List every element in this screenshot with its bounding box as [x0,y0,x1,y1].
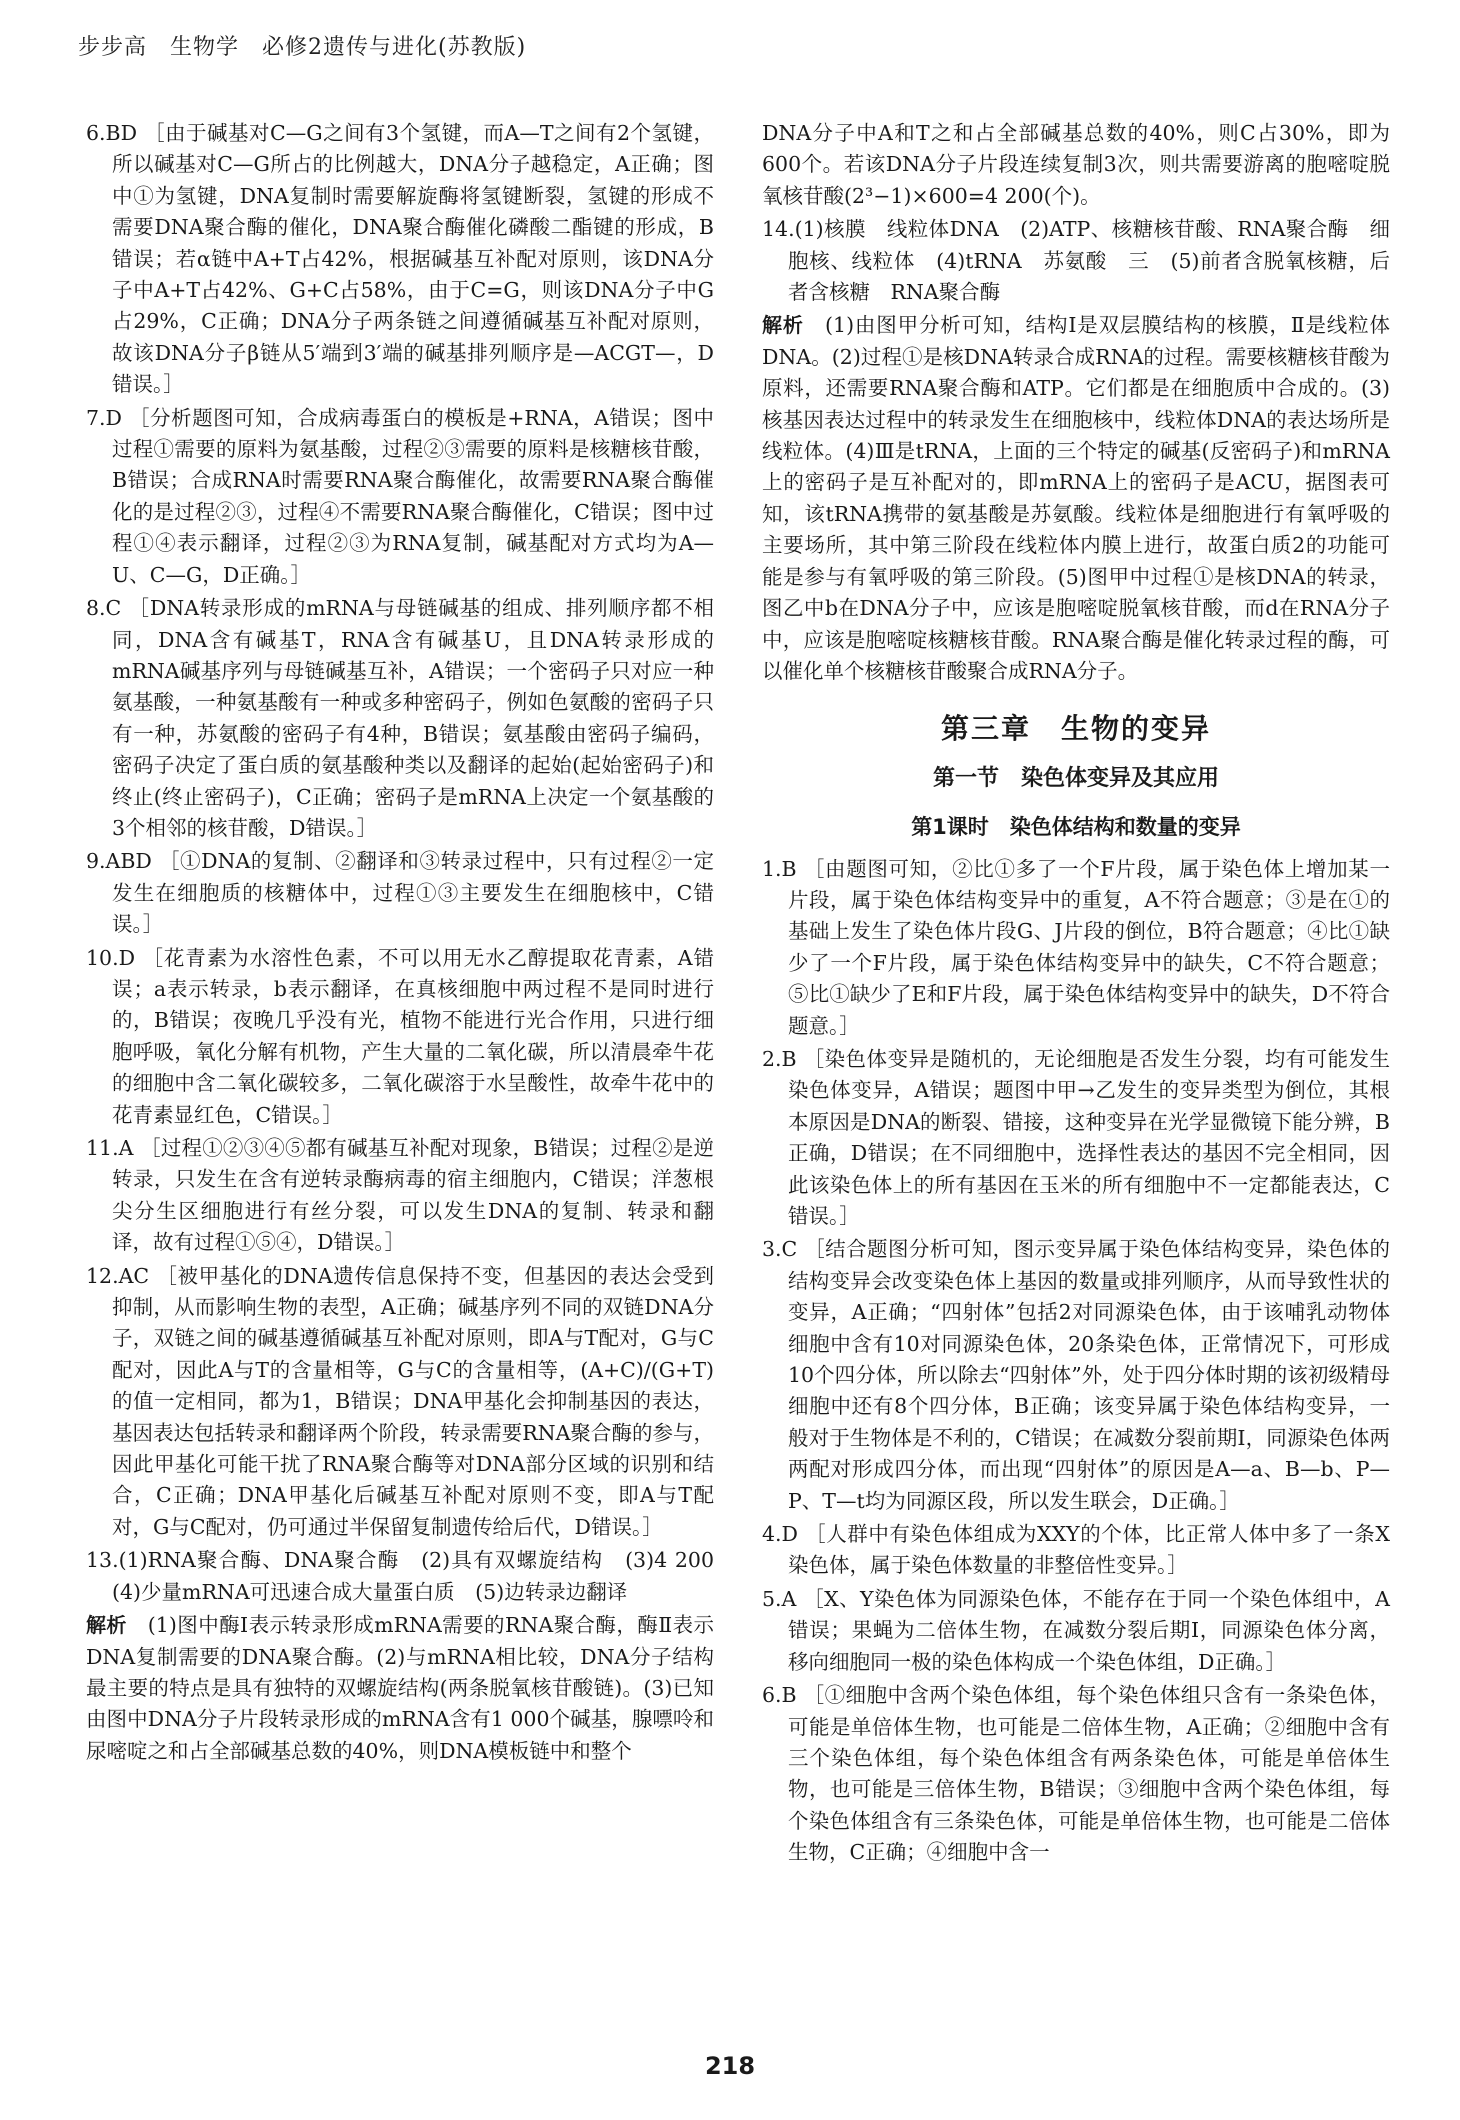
answer-text: ［染色体变异是随机的，无论细胞是否发生分裂，均有可能发生染色体变异，A错误；题图中甲→乙发生的变异类型为倒位，其根本原因是DNA的断裂、错接，这种变异在光学显微镜下能分辨，B正确，D错误；在不同细胞中，选择性表达的基因不完全相同，因此该染色体上的所有基因在玉米的所有细胞中不一定都能表达，C错误。］ [788,1046,1390,1228]
answer-text: ［被甲基化的DNA遗传信息保持不变，但基因的表达会受到抑制，从而影响生物的表型，A正确；碱基序列不同的双链DNA分子，双链之间的碱基遵循碱基互补配对原则，即A与T配对，G与C配对，因此A与T的含量相等，G与C的含量相等，(A+C)/(G+T)的值一定相同，都为1，B错误；DNA甲基化会抑制基因的表达，基因表达包括转录和翻译两个阶段，转录需要RNA聚合酶的参与，因此甲基化可能干扰了RNA聚合酶等对DNA部分区域的识别和结合，C正确；DNA甲基化后碱基互补配对原则不变，即A与T配对，G与C配对，仍可通过半保留复制遗传给后代，D错误。］ [112,1263,714,1539]
answer-text: (1)核膜 线粒体DNA (2)ATP、核糖核苷酸、RNA聚合酶 细胞核、线粒体 (4)tRNA 苏氨酸 三 (5)前者含脱氧核糖，后者含核糖 RNA聚合酶 [788,217,1390,305]
answer-number: 11.A [86,1136,134,1160]
analysis-label: 解析 [762,313,804,338]
answer-item [86,1261,714,1544]
answer-item [86,1545,735,1608]
answer-number: 2.B [762,1046,797,1071]
answer-number: 3.C [762,1237,798,1262]
answer-text: ［由题图可知，②比①多了一个F片段，属于染色体上增加某一片段，属于染色体结构变异中的重复，A不符合题意；③是在①的基础上发生了染色体片段G、J片段的倒位，B符合题意；④比①缺少了一个F片段，属于染色体结构变异中的缺失，C不符合题意；⑤比①缺少了E和F片段，属于染色体结构变异中的缺失，D不符合题意。］ [788,856,1390,1038]
analysis-text: (1)由图甲分析可知，结构Ⅰ是双层膜结构的核膜，Ⅱ是线粒体DNA。(2)过程①是核DNA转录合成RNA的过程。需要核糖核苷酸为原料，还需要RNA聚合酶和ATP。它们都是在细胞质中合成的。(3)核基因表达过程中的转录发生在细胞核中，线粒体DNA的表达场所是线粒体。(4)Ⅲ是tRNA，上面的三个特定的碱基(反密码子)和mRNA上的密码子是互补配对的，即mRNA上的密码子是ACU，据图表可知，该tRNA携带的氨基酸是苏氨酸。线粒体是细胞进行有氧呼吸的主要场所，其中第三阶段在线粒体内膜上进行，故蛋白质2的功能可能是参与有氧呼吸的第三阶段。(5)图甲中过程①是核DNA的转录，图乙中b在DNA分子中，应该是胞嘧啶脱氧核苷酸，而d在RNA分子中，应该是胞嘧啶核糖核苷酸。RNA聚合酶是催化转录过程的酶，可以催化单个核糖核苷酸聚合成RNA分子。 [762,313,1390,683]
answer-text: ［①细胞中含两个染色体组，每个染色体组只含有一条染色体，可能是单倍体生物，也可能是二倍体生物，A正确；②细胞中含有三个染色体组，每个染色体组含有两条染色体，可能是单倍体生物，也可能是三倍体生物，B错误；③细胞中含两个染色体组，每个染色体组含有三条染色体，可能是单倍体生物，也可能是二倍体生物，C正确；④细胞中含一 [788,1683,1390,1865]
analysis-label: 解析 [86,1613,127,1638]
answer-text: ［由于碱基对C—G之间有3个氢键，而A—T之间有2个氢键，所以碱基对C—G所占的比例越大，DNA分子越稳定，A正确；图中①为氢键，DNA复制时需要解旋酶将氢键断裂，氢键的形成不需要DNA聚合酶的催化，DNA聚合酶催化磷酸二酯键的形成，B错误；若α链中A+T占42%，根据碱基互补配对原则，该DNA分子中A+T占42%、G+C占58%，由于C=G，则该DNA分子中G占29%，C正确；DNA分子两条链之间遵循碱基互补配对原则，故该DNA分子β链从5′端到3′端的碱基排列顺序是—ACGT—，D错误。］ [112,121,714,397]
answer-text: (1)RNA聚合酶、DNA聚合酶 (2)具有双螺旋结构 (3)4 200 (4)少量mRNA可迅速合成大量蛋白质 (5)边转录边翻译 [112,1548,735,1604]
answer-text: ［结合题图分析可知，图示变异属于染色体结构变异，染色体的结构变异会改变染色体上基因的数量或排列顺序，从而导致性状的变异，A正确；“四射体”包括2对同源染色体，由于该哺乳动物体细胞中含有10对同源染色体，20条染色体，正常情况下，可形成10个四分体，所以除去“四射体”外，处于四分体时期的该初级精母细胞中还有8个四分体，B正确；该变异属于染色体结构变异，一般对于生物体是不利的，C错误；在减数分裂前期Ⅰ，同源染色体两两配对形成四分体，而出现“四射体”的原因是A—a、B—b、P—P、T—t均为同源区段，所以发生联会，D正确。］ [788,1237,1390,1513]
answer-text: ［X、Y染色体为同源染色体，不能存在于同一个染色体组中，A错误；果蝇为二倍体生物，在减数分裂后期Ⅰ，同源染色体分离，移向细胞同一极的染色体构成一个染色体组，D正确。］ [788,1586,1390,1674]
analysis-paragraph [762,310,1390,687]
page-number: 218 [704,2052,756,2080]
answer-number: 4.D [762,1522,798,1547]
answer-number: 6.BD [86,121,138,145]
answer-number: 6.B [762,1683,797,1708]
answer-number: 14. [762,217,795,242]
answer-number: 8.C [86,596,122,621]
chapter-title: 第三章 生物的变异 [940,712,1211,746]
answer-item [762,854,1390,1042]
answer-item [762,214,1390,308]
answer-text: ［分析题图可知，合成病毒蛋白的模板是+RNA，A错误；图中过程①需要的原料为氨基酸，过程②③需要的原料是核糖核苷酸，B错误；合成RNA时需要RNA聚合酶催化，故需要RNA聚合酶催化的是过程②③，过程④不需要RNA聚合酶催化，C错误；图中过程①④表示翻译，过程②③为RNA复制，碱基配对方式均为A—U、C—G，D正确。］ [112,405,714,587]
answer-text: ［人群中有染色体组成为XXY的个体，比正常人体中多了一条X染色体，属于染色体数量的非整倍性变异。］ [788,1522,1390,1578]
answer-item [86,403,714,591]
right-column [762,118,1390,1871]
answer-item [762,1519,1390,1582]
answer-number: 1.B [762,856,797,881]
answer-item [86,943,714,1131]
lesson-title: 第1课时 染色体结构和数量的变异 [911,815,1241,840]
answer-item [86,846,714,940]
answer-text: ［DNA转录形成的mRNA与母链碱基的组成、排列顺序都不相同，DNA含有碱基T，RNA含有碱基U，且DNA转录形成的mRNA碱基序列与母链碱基互补，A错误；一个密码子只对应一种氨基酸，一种氨基酸有一种或多种密码子，例如色氨酸的密码子只有一种，苏氨酸的密码子有4种，B错误；氨基酸由密码子编码，密码子决定了蛋白质的氨基酸种类以及翻译的起始(起始密码子)和终止(终止密码子)，C正确；密码子是mRNA上决定一个氨基酸的3个相邻的核苷酸，D错误。］ [112,596,714,840]
continued-text: DNA分子中A和T之和占全部碱基总数的40%，则C占30%，即为600个。若该DNA分子片段连续复制3次，则共需要游离的胞嘧啶脱氧核苷酸(2³−1)×600=4 200(个)。 [762,121,1390,208]
answer-number: 13. [86,1548,119,1573]
analysis-paragraph [86,1610,714,1767]
section-title: 第一节 染色体变异及其应用 [932,765,1219,791]
answer-number: 9.ABD [86,849,152,874]
answer-item [86,593,714,844]
answer-number: 12.AC [86,1263,150,1288]
answer-item [762,1234,1390,1517]
left-column [86,118,735,1769]
running-header: 步步高 生物学 必修2遗传与进化(苏教版) [78,35,527,60]
answer-item [762,1584,1390,1678]
answer-number: 7.D [86,405,122,430]
answer-number: 5.A [762,1586,797,1611]
answer-item [86,1133,714,1259]
answer-item [762,1680,1390,1868]
answer-number: 10.D [86,945,136,970]
answer-item [762,1044,1390,1232]
answer-text: ［①DNA的复制、②翻译和③转录过程中，只有过程②一定发生在细胞质的核糖体中，过程①③主要发生在细胞核中，C错误。］ [112,849,714,937]
answer-item [86,118,714,401]
answer-text: ［花青素为水溶性色素，不可以用无水乙醇提取花青素，A错误；a表示转录，b表示翻译，在真核细胞中两过程不是同时进行的，B错误；夜晚几乎没有光，植物不能进行光合作用，只进行细胞呼吸，氧化分解有机物，产生大量的二氧化碳，所以清晨牵牛花的细胞中含二氧化碳较多，二氧化碳溶于水呈酸性，故牵牛花中的花青素显红色，C错误。］ [112,945,714,1127]
analysis-text: (1)图中酶Ⅰ表示转录形成mRNA需要的RNA聚合酶，酶Ⅱ表示DNA复制需要的DNA聚合酶。(2)与mRNA相比较，DNA分子结构最主要的特点是具有独特的双螺旋结构(两条脱氧核苷酸链)。(3)已知由图中DNA分子片段转录形成的mRNA含有1 000个碱基，腺嘌呤和尿嘧啶之和占全部碱基总数的40%，则DNA模板链中和整个 [86,1613,714,1763]
answer-text: ［过程①②③④⑤都有碱基互补配对现象，B错误；过程②是逆转录，只发生在含有逆转录酶病毒的宿主细胞内，C错误；洋葱根尖分生区细胞进行有丝分裂，可以发生DNA的复制、转录和翻译，故有过程①⑤④，D错误。］ [112,1136,714,1255]
